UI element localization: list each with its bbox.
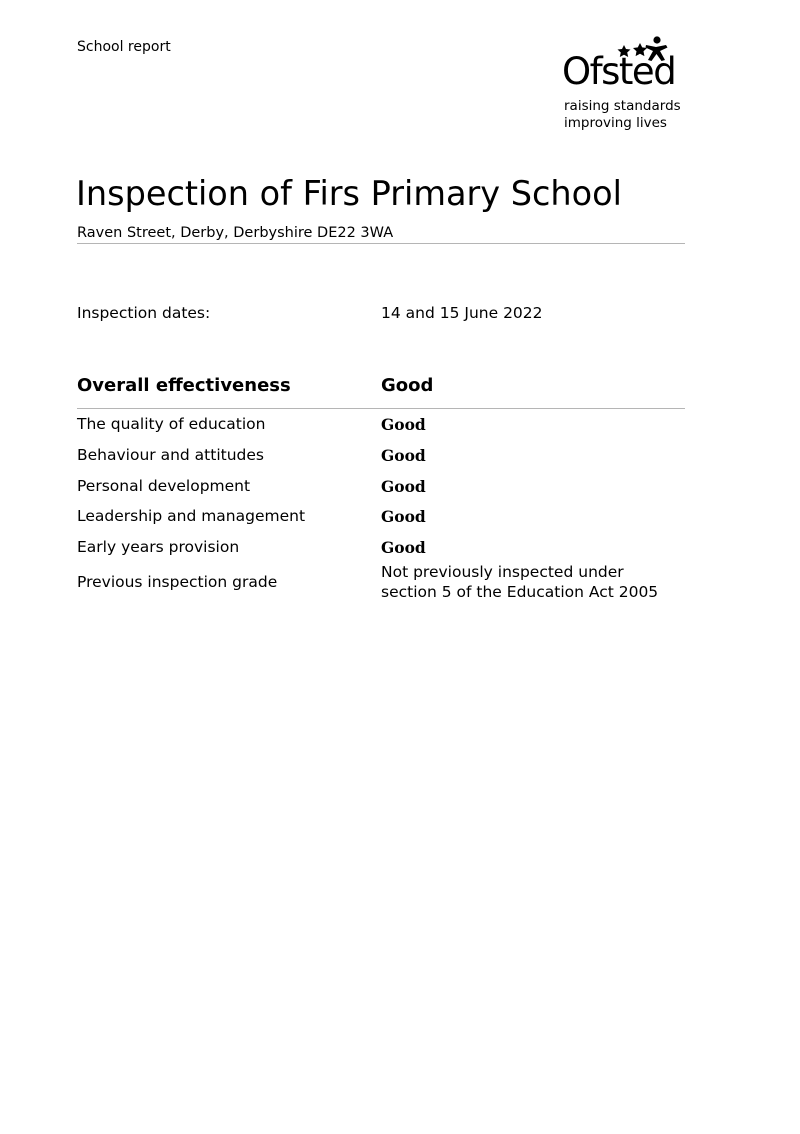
overall-divider	[77, 408, 685, 409]
judgement-label-behaviour: Behaviour and attitudes	[77, 446, 264, 464]
overall-effectiveness-grade: Good	[381, 375, 434, 396]
overall-effectiveness-label: Overall effectiveness	[77, 375, 291, 396]
judgement-grade-quality-of-education: Good	[381, 415, 426, 434]
ofsted-logo	[560, 36, 685, 136]
document-type-label: School report	[77, 39, 171, 55]
inspection-dates-value: 14 and 15 June 2022	[381, 304, 543, 322]
judgement-grade-leadership: Good	[381, 507, 426, 526]
judgement-grade-personal-development: Good	[381, 477, 426, 496]
judgement-label-leadership: Leadership and management	[77, 507, 306, 525]
logo-tagline-line1: raising standards	[564, 98, 681, 114]
previous-inspection-value: Not previously inspected under section 5 of the Education Act 2005	[381, 563, 659, 601]
judgement-label-personal-development: Personal development	[77, 477, 251, 495]
previous-inspection-label: Previous inspection grade	[77, 573, 278, 591]
judgement-label-quality-of-education: The quality of education	[77, 415, 266, 433]
inspection-dates-label: Inspection dates:	[77, 304, 211, 322]
judgement-label-early-years: Early years provision	[77, 538, 240, 556]
school-address: Raven Street, Derby, Derbyshire DE22 3WA	[77, 225, 394, 241]
title-divider	[77, 243, 685, 244]
ofsted-wordmark: Ofsted	[562, 50, 676, 93]
judgement-grade-early-years: Good	[381, 538, 426, 557]
page-title: Inspection of Firs Primary School	[76, 174, 622, 213]
judgement-grade-behaviour: Good	[381, 446, 426, 465]
logo-tagline-line2: improving lives	[564, 115, 667, 131]
